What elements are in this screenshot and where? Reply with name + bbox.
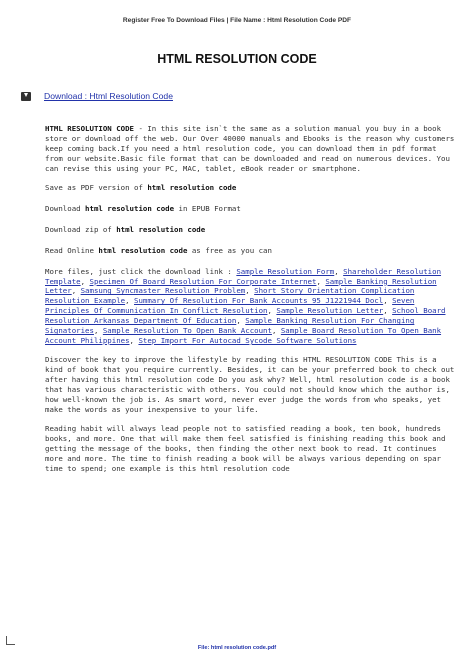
format-line-online [45,246,455,256]
intro-bold: HTML RESOLUTION CODE [45,124,134,133]
page-footer: File: html resolution code.pdf [197,645,277,651]
body-paragraph-1: Discover the key to improve the lifestyle by reading this HTML RESOLUTION CODE This is a kind of book that you require currently. Besides, it can be your preferred book to check out after having this html resolution code Do you ask why? Well, html resolution code is a book that has various characteristic with others. You could not should know which the author is, how well-known the job is. As smart word, never ever judge the words from who speaks, yet make the words as your inexpensive to your life. [45,355,455,414]
related-file-link[interactable]: Short Story Orientation Complication Resolution Example [45,286,415,306]
line-text: Read Online [45,245,99,255]
page-corner-mark [6,636,15,645]
line-bold: html resolution code [98,245,188,255]
line-bold: html resolution code [85,203,175,213]
more-files-links: Sample Resolution Form, Shareholder Resolution Template, Specimen Of Board Resolution For Corporate Internet, Sample Banking Resolution Letter, Samsung Syncmaster Resolution Problem, Short Story Orientation Complication Resolution Example, Summary Of Resolution For Bank Accounts 95 J1221944 Docl, Seven Principles Of Communication In Conflict Resolution, Sample Resolution Letter, School Board Resolution Arkansas Department Of Education, Sample Banking Resolution For Changing Signatories, Sample Resolution To Open Bank Account, Sample Board Resolution To Open Bank Account Philippines, Step Import For Autocad Sycode Software Solutions [45,266,446,345]
format-line-epub [45,204,455,214]
related-file-link[interactable]: Sample Board Resolution To Open Bank Account Philippines [45,326,442,345]
intro-text: - In this site isn`t the same as a solution manual you buy in a book store or download off the web. Our Over 40000 manuals and Ebooks is the reason why customers keep coming back.If you need a html resolution code, you can download them in pdf format from our website.Basic file format that can be downloaded and read on numerous devices. You can revise this using your PC, MAC, tablet, eBook reader or smartphone. [45,124,455,173]
related-file-link[interactable]: School Board Resolution Arkansas Department Of Education [45,306,446,326]
related-file-link[interactable]: Seven Principles Of Communication In Conflict Resolution [45,296,415,316]
line-text: as free as you can [187,245,272,255]
related-file-link[interactable]: Sample Banking Resolution Letter [45,276,437,296]
format-line-pdf [45,183,455,193]
body-paragraph-2: Reading habit will always lead people not to satisfied reading a book, ten book, hundreds books, and more. One that will make them feel satisfied is finishing reading this book and getting the message of the books, then finding the other next book to read. It continues more and more. The time to finish reading a book will be always various depending on spar time to spend; one example is this html resolution code [45,424,446,473]
download-link[interactable]: Download : Html Resolution Code [44,91,173,101]
more-files-prefix: More files, just click the download link : [45,266,237,276]
more-files-paragraph [45,267,455,346]
intro-paragraph [45,124,455,174]
related-file-link[interactable]: Summary Of Resolution For Bank Accounts 95 J1221944 Docl [134,296,384,306]
document-body [45,124,455,483]
related-file-link[interactable]: Samsung Syncmaster Resolution Problem [80,286,246,296]
related-file-link[interactable]: Sample Resolution Letter [276,306,384,316]
line-text: Save as PDF version of [45,183,148,193]
line-text: Download [45,203,86,213]
line-text: in EPUB Format [174,203,241,213]
related-file-link[interactable]: Step Import For Autocad Sycode Software Solutions [138,336,357,345]
download-icon[interactable] [21,92,31,101]
line-bold: html resolution code [147,183,237,193]
document-title: HTML RESOLUTION CODE [157,52,317,66]
related-file-link[interactable]: Specimen Of Board Resolution For Corporate Internet [89,276,317,286]
download-row[interactable] [21,90,173,102]
related-file-link[interactable]: Shareholder Resolution Template [45,266,442,286]
related-file-link[interactable]: Sample Resolution Form [236,266,335,276]
format-line-zip [45,225,455,235]
line-text: Download zip of [45,224,117,234]
line-bold: html resolution code [116,224,206,234]
page-header: Register Free To Download Files | File Name : Html Resolution Code PDF [122,17,352,24]
related-file-link[interactable]: Sample Resolution To Open Bank Account [102,326,272,336]
related-file-link[interactable]: Sample Banking Resolution For Changing Signatories [45,316,415,336]
